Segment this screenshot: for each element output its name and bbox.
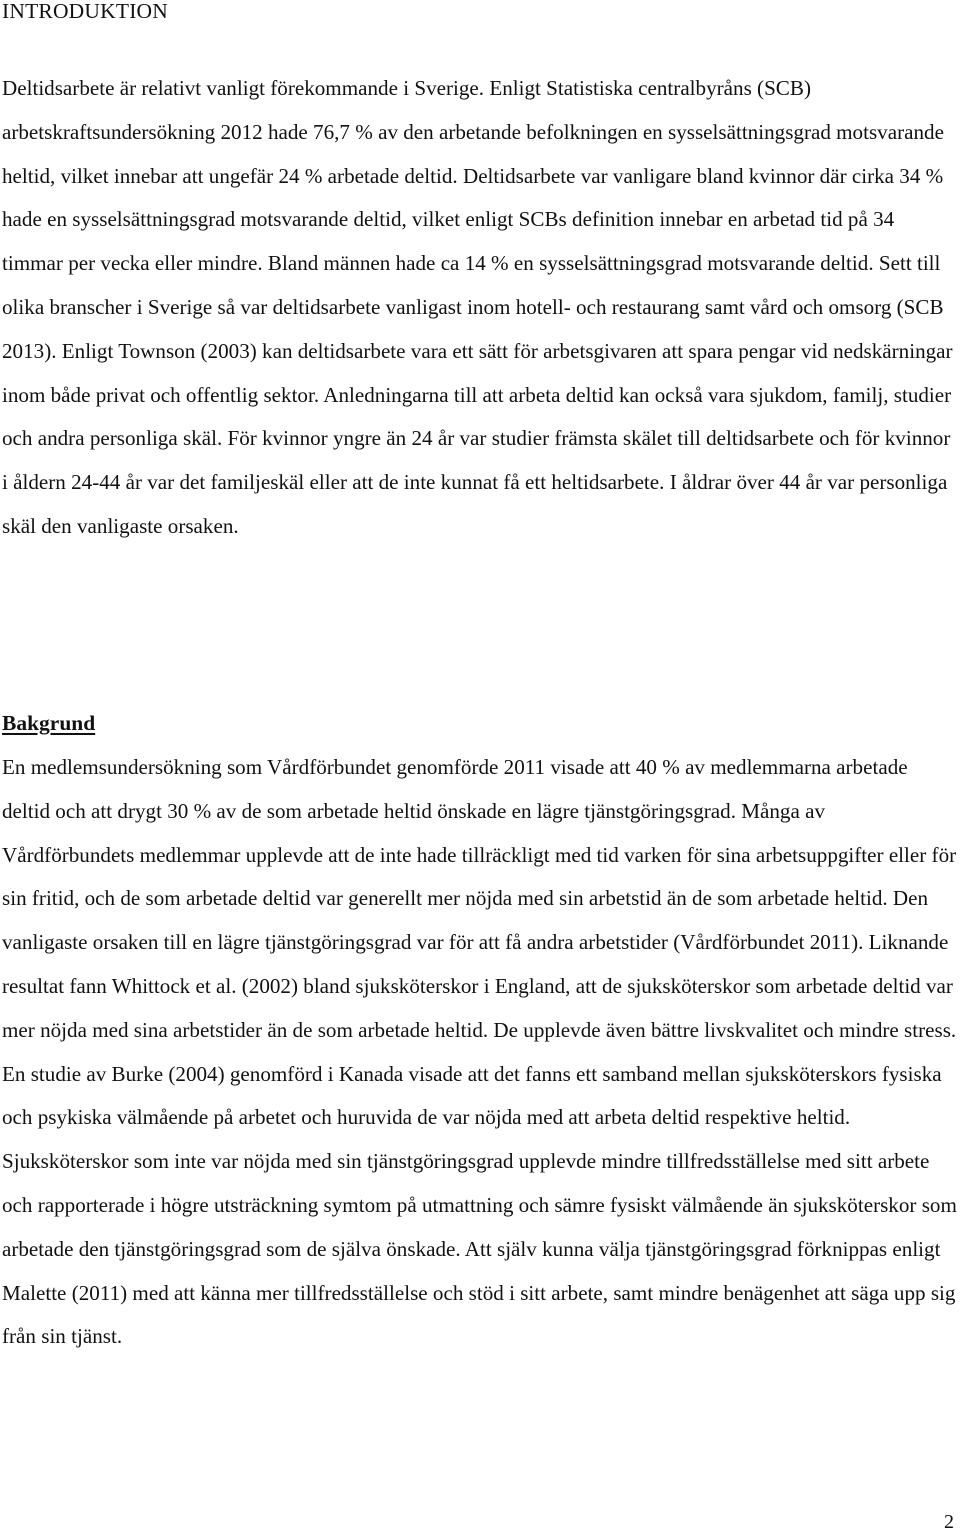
section-heading-bakgrund: Bakgrund	[2, 711, 96, 735]
page-number: 2	[944, 1511, 954, 1533]
section-heading-introduktion: INTRODUKTION	[2, 0, 169, 23]
paragraph-introduktion: Deltidsarbete är relativt vanligt förekommande i Sverige. Enligt Statistiska centralbyråns (SCB) arbetskraftsundersökning 2012 hade 76,7 % av den arbetande befolkningen en sysselsättningsgrad motsvarande heltid, vilket innebar att ungefär 24 % arbetade deltid. Deltidsarbete var vanligare bland kvinnor där cirka 34 % hade en sysselsättningsgrad motsvarande deltid, vilket enligt SCBs definition innebar en arbetad tid på 34 timmar per vecka eller mindre. Bland männen hade ca 14 % en sysselsättningsgrad motsvarande deltid. Sett till olika branscher i Sverige så var deltidsarbete vanligast inom hotell- och restaurang samt vård och omsorg (SCB 2013). Enligt Townson (2003) kan deltidsarbete vara ett sätt för arbetsgivaren att spara pengar vid nedskärningar inom både privat och offentlig sektor. Anledningarna till att arbeta deltid kan också vara sjukdom, familj, studier och andra personliga skäl. För kvinnor yngre än 24 år var studier främsta skälet till deltidsarbete och för kvinnor i åldern 24-44 år var det familjeskäl eller att de inte kunnat få ett heltidsarbete. I åldrar över 44 år var personliga skäl den vanligaste orsaken.	[2, 76, 953, 538]
paragraph-bakgrund: En medlemsundersökning som Vårdförbundet genomförde 2011 visade att 40 % av medlemmarna arbetade deltid och att drygt 30 % av de som arbetade heltid önskade en lägre tjänstgöringsgrad. Många av Vårdförbundets medlemmar upplevde att de inte hade tillräckligt med tid varken för sina arbetsuppgifter eller för sin fritid, och de som arbetade deltid var generellt mer nöjda med sin arbetstid än de som arbetade heltid. Den vanligaste orsaken till en lägre tjänstgöringsgrad var för att få andra arbetstider (Vårdförbundet 2011). Liknande resultat fann Whittock et al. (2002) bland sjuksköterskor i England, att de sjuksköterskor som arbetade deltid var mer nöjda med sina arbetstider än de som arbetade heltid. De upplevde även bättre livskvalitet och mindre stress. En studie av Burke (2004) genomförd i Kanada visade att det fanns ett samband mellan sjuksköterskors fysiska och psykiska välmående på arbetet och huruvida de var nöjda med att arbeta deltid respektive heltid. Sjuksköterskor som inte var nöjda med sin tjänstgöringsgrad upplevde mindre tillfredsställelse med sitt arbete och rapporterade i högre utsträckning symtom på utmattning och sämre fysiskt välmående än sjuksköterskor som arbetade den tjänstgöringsgrad som de själva önskade. Att själv kunna välja tjänstgöringsgrad förknippas enligt Malette (2011) med att känna mer tillfredsställelse och stöd i sitt arbete, samt mindre benägenhet att säga upp sig från sin tjänst.	[2, 755, 957, 1349]
